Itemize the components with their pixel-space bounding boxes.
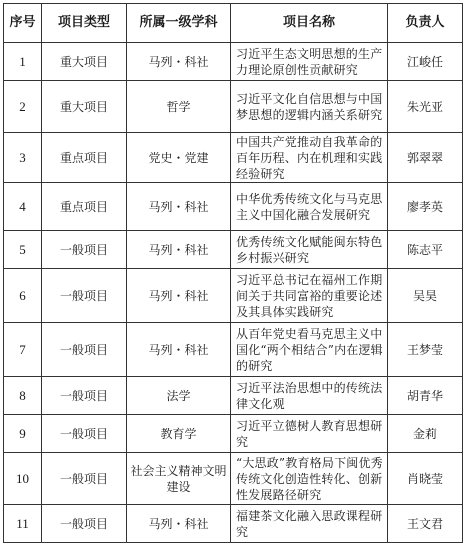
row-index: 11: [4, 505, 42, 543]
project-name: 中国共产党推动自我革命的百年历程、内在机理和实践经验研究: [231, 133, 388, 183]
project-type: 重大项目: [42, 43, 127, 81]
leader-name: 王文君: [388, 505, 463, 543]
leader-name: 廖孝英: [388, 183, 463, 231]
table-row: [4, 43, 463, 81]
project-type: 重点项目: [42, 133, 127, 183]
project-type: 一般项目: [42, 377, 127, 415]
row-index: 1: [4, 43, 42, 81]
leader-name: 肖晓莹: [388, 453, 463, 505]
table-row: [4, 453, 463, 505]
project-name: 习近平生态文明思想的生产力理论原创性贡献研究: [231, 43, 388, 81]
leader-name: 朱光亚: [388, 81, 463, 133]
discipline: 社会主义精神文明建设: [127, 453, 231, 505]
project-name: 优秀传统文化赋能闽东特色乡村振兴研究: [231, 231, 388, 269]
project-type: 一般项目: [42, 415, 127, 453]
leader-name: 胡青华: [388, 377, 463, 415]
table-row: [4, 323, 463, 377]
leader-name: 陈志平: [388, 231, 463, 269]
row-index: 8: [4, 377, 42, 415]
header-discipline: 所属一级学科: [127, 4, 231, 43]
table-row: [4, 377, 463, 415]
table-row: [4, 133, 463, 183]
project-name: 习近平总书记在福州工作期间关于共同富裕的重要论述及其具体实践研究: [231, 269, 388, 323]
project-type: 重点项目: [42, 183, 127, 231]
project-type: 一般项目: [42, 269, 127, 323]
discipline: 马列・科社: [127, 505, 231, 543]
project-name: 习近平文化自信思想与中国梦思想的逻辑内涵关系研究: [231, 81, 388, 133]
header-leader: 负责人: [388, 4, 463, 43]
project-name: 中华优秀传统文化与马克思主义中国化融合发展研究: [231, 183, 388, 231]
project-name: 福建茶文化融入思政课程研究: [231, 505, 388, 543]
leader-name: 江峻任: [388, 43, 463, 81]
row-index: 3: [4, 133, 42, 183]
discipline: 教育学: [127, 415, 231, 453]
leader-name: 金莉: [388, 415, 463, 453]
header-row: [4, 4, 463, 43]
leader-name: 郭翠翠: [388, 133, 463, 183]
discipline: 法学: [127, 377, 231, 415]
project-type: 一般项目: [42, 505, 127, 543]
table-row: [4, 269, 463, 323]
discipline: 哲学: [127, 81, 231, 133]
project-type: 重大项目: [42, 81, 127, 133]
discipline: 党史・党建: [127, 133, 231, 183]
discipline: 马列・科社: [127, 231, 231, 269]
table-row: [4, 505, 463, 543]
row-index: 2: [4, 81, 42, 133]
project-table: [3, 3, 463, 543]
table-row: [4, 183, 463, 231]
header-type: 项目类型: [42, 4, 127, 43]
table-row: [4, 415, 463, 453]
table-row: [4, 81, 463, 133]
project-name: 习近平立德树人教育思想研究: [231, 415, 388, 453]
discipline: 马列・科社: [127, 43, 231, 81]
header-index: 序号: [4, 4, 42, 43]
project-type: 一般项目: [42, 231, 127, 269]
discipline: 马列・科社: [127, 323, 231, 377]
header-name: 项目名称: [231, 4, 388, 43]
discipline: 马列・科社: [127, 183, 231, 231]
row-index: 5: [4, 231, 42, 269]
discipline: 马列・科社: [127, 269, 231, 323]
table-body: [4, 43, 463, 543]
project-name: 从百年党史看马克思主义中国化“两个相结合”内在逻辑的研究: [231, 323, 388, 377]
leader-name: 吴昊: [388, 269, 463, 323]
row-index: 6: [4, 269, 42, 323]
project-name: 习近平法治思想中的传统法律文化观: [231, 377, 388, 415]
table-row: [4, 231, 463, 269]
row-index: 9: [4, 415, 42, 453]
row-index: 7: [4, 323, 42, 377]
project-name: “大思政”教育格局下闽优秀传统文化创造性转化、创新性发展路径研究: [231, 453, 388, 505]
project-type: 一般项目: [42, 453, 127, 505]
row-index: 4: [4, 183, 42, 231]
leader-name: 王梦莹: [388, 323, 463, 377]
project-type: 一般项目: [42, 323, 127, 377]
row-index: 10: [4, 453, 42, 505]
